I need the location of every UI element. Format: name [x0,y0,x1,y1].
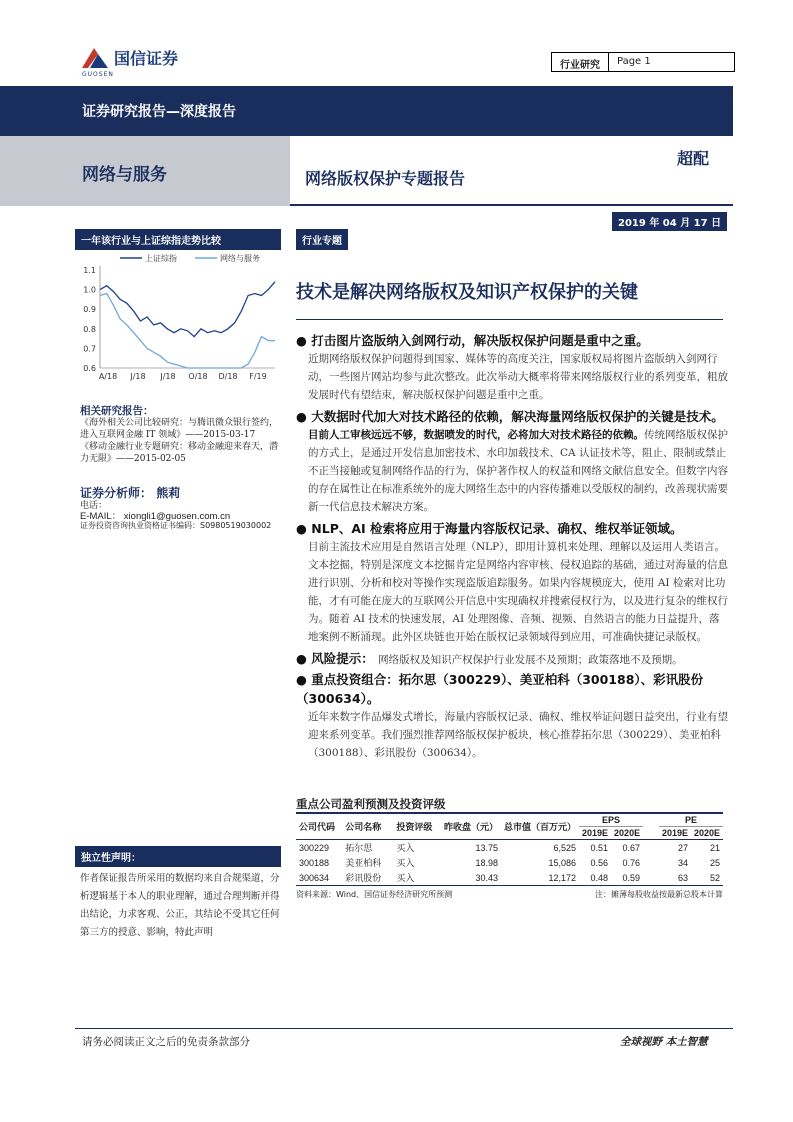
bullet-2 [296,407,728,516]
y-tick-label: 1.0 [83,285,96,295]
footer-right: 全球视野 本土智慧 [620,1036,708,1048]
x-tick-label: J/18 [160,372,176,381]
section-tag: 行业专题 [296,229,348,250]
phone-label: 电话： [80,501,108,511]
table-title: 重点公司盈利预测及投资评级 [296,797,446,811]
table-subheader-row: 2019E 2020E 2019E 2020E [296,827,723,840]
bullet-title: ● 打击图片盗版纳入剑网行动，解决版权保护问题是重中之重。 [296,333,649,348]
bullet-title: ● NLP、AI 检索将应用于海量内容版权记录、确权、维权举证领域。 [296,521,683,536]
bullet-title: ● 重点投资组合：拓尔思（300229）、美亚柏科（300188）、彩讯股份（300634）。 [296,672,704,706]
y-tick-label: 1.1 [83,266,96,275]
email[interactable]: E-MAIL： xiongli1@guosen.com.cn [80,511,231,522]
table-row: 300229 拓尔思 买入 13.75 6,525 0.51 0.67 27 21 [299,842,720,853]
cert-code: 证券投资咨询执业资格证书编码：S0980519030002 [80,521,272,530]
sector-title: 网络与服务 [82,165,167,185]
x-tick-label: A/18 [98,372,118,381]
x-tick-label: D/18 [218,372,238,381]
bullet-body: 近期网络版权保护问题得到国家、媒体等的高度关注，国家版权局将图片盗版纳入剑网行动，一些图片网站均参与此次整改。此次举动大概率将带来网络版权行业的系列变革，粗放发展时代有望结束，解决版权保护问题是重中之重。 [308,353,728,401]
page-box [551,52,735,72]
footer-rule [75,1028,733,1029]
x-tick-label: F/19 [249,372,267,381]
forecast-table [296,812,723,900]
table-source: 资料来源：Wind、国信证券经济研究所预测 [296,890,453,899]
related-list [80,417,280,465]
table-header-row: 公司代码 公司名称 投资评级 昨收盘（元） 总市值（百万元） EPS PE [296,813,723,827]
y-tick-label: 0.7 [83,344,96,354]
x-tick-label: O/18 [188,372,208,381]
headline: 技术是解决网络版权及知识产权保护的关键 [296,282,638,303]
guosen-logo-icon [80,44,110,70]
legend-label: 上证综指 [145,254,177,263]
headline-rule [296,319,723,320]
legend-label: 网络与服务 [220,254,260,263]
report-title: 网络版权保护专题报告 [305,169,466,188]
page-number: Page 1 [617,56,651,67]
logo-name: 国信证券 [114,48,179,68]
analyst-label: 证券分析师： [80,486,153,500]
report-type-bar [0,86,733,136]
bullet-title: ● 大数据时代加大对技术路径的依赖，解决海量网络版权保护的关键是技术。 [296,409,724,424]
y-tick-label: 0.6 [83,364,96,373]
logo-en: GUOSEN [82,71,114,78]
page-label: 行业研究 [552,53,609,71]
report-date: 2019 年 04 月 17 日 [612,212,727,231]
bullet-3 [296,519,728,646]
related-title: 相关研究报告： [80,405,154,417]
footer-left: 请务必阅读正文之后的免责条款部分 [82,1036,250,1048]
divider [290,204,733,206]
bullet-body: 近年来数字作品爆发式增长，海量内容版权记录、确权、维权举证问题日益突出，行业有望迎来系列变革。我们强烈推荐网络版权保护板块，核心推荐拓尔思（300229）、美亚柏科（300188）、彩讯股份（300634）。 [308,711,728,759]
indep-title: 独立性声明： [75,846,281,867]
table-note: 注：摊薄每股收益按最新总股本计算 [595,890,723,899]
indep-text: 作者保证报告所采用的数据均来自合规渠道，分析逻辑基于本人的职业理解，通过合理判断并得出结论，力求客观、公正，其结论不受其它任何第三方的授意、影响，特此声明 [80,873,280,938]
chart-box-title: 一年该行业与上证综指走势比较 [75,229,281,250]
bullet-4 [296,649,728,669]
related-item[interactable]: 《海外相关公司比较研究：与腾讯微众银行签约，进入互联网金融 IT 领域》——2015-03-17 [80,418,279,440]
bullets [296,331,728,762]
related-item[interactable]: 《移动金融行业专题研究：移动金融迎来春天，潜力无限》——2015-02-05 [80,442,279,464]
bullet-body: 目前人工审核远远不够，数据喷发的时代，必将加大对技术路径的依赖。传统网络版权保护的方式上，是通过开发信息加密技术、水印加载技术、CA 认证技术等，阻止、限制或禁止不正当接触或复制网络作品的行为，保护著作权人的权益和网络文献信息安全。但数字内容的存在属性让在标准系统外的庞大网络生态中的内容传播难以受版权的制约，改善现状需要新一代信息技术解决方案。 [308,429,728,513]
bullet-5 [296,670,728,762]
bullet-1 [296,331,728,404]
table-row: 300188 美亚柏科 买入 18.98 15,086 0.56 0.76 34 25 [299,857,720,868]
report-type: 证券研究报告—深度报告 [82,104,236,120]
series-line-0 [100,282,275,337]
trend-chart [75,250,281,390]
logo [80,44,178,70]
table-notes [296,889,723,900]
bullet-title: ● 风险提示： 网络版权及知识产权保护行业发展不及预期；政策落地不及预期。 [296,651,683,666]
bullet-body: 目前主流技术应用是自然语言处理（NLP），即用计算机来处理、理解以及运用人类语言。文本挖掘，特别是深度文本挖掘肯定是网络内容审核、侵权追踪的基础，通过对海量的信息进行识别、分析和校对等操作实现盗版追踪服务。如果内容规模庞大，使用 AI 检索对比功能，才有可能在庞大的互联网公开信息中实现确权并搜索侵权行为，以及进行复杂的维权行为。随着 AI 技术的快速发展，AI 处理图像、音频、视频、自然语言的能力日益提升，落地案例不断涌现。此外区块链也开始在版权记录领域得到应用，可准确快捷记录版权。 [308,541,728,643]
x-tick-label: J/18 [130,372,146,381]
y-tick-label: 0.8 [83,324,96,334]
rating: 超配 [677,149,710,168]
analyst-name: 熊莉 [156,486,181,500]
y-tick-label: 0.9 [83,305,96,315]
table-row: 300634 彩讯股份 买入 30.43 12,172 0.48 0.59 63 52 [299,872,720,883]
